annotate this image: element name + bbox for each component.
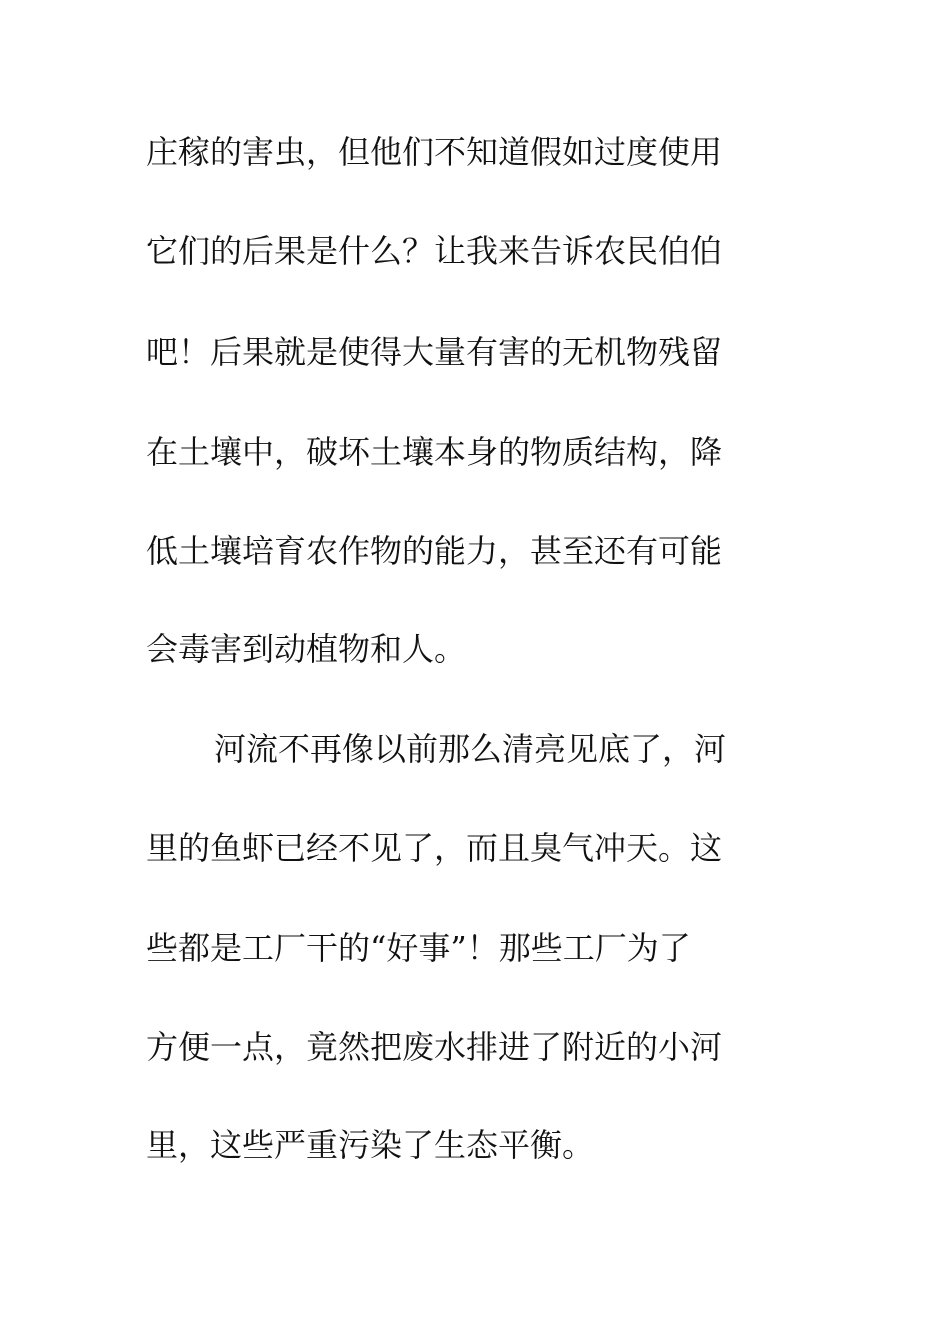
text-line: 些都是工厂干的“好事”！那些工厂为了 [146,929,691,967]
text-line: 吧！后果就是使得大量有害的无机物残留 [146,333,723,371]
text-line: 庄稼的害虫，但他们不知道假如过度使用 [146,133,723,171]
text-line: 里，这些严重污染了生态平衡。 [146,1126,595,1164]
text-line: 它们的后果是什么？让我来告诉农民伯伯 [146,232,723,270]
text-line: 里的鱼虾已经不见了，而且臭气冲天。这 [146,829,723,867]
text-line: 会毒害到动植物和人。 [146,630,467,668]
text-line: 在土壤中，破坏土壤本身的物质结构，降 [146,433,723,471]
text-line: 河流不再像以前那么清亮见底了，河 [214,730,727,768]
text-line: 低土壤培育农作物的能力，甚至还有可能 [146,532,723,570]
text-line: 方便一点，竟然把废水排进了附近的小河 [146,1028,723,1066]
